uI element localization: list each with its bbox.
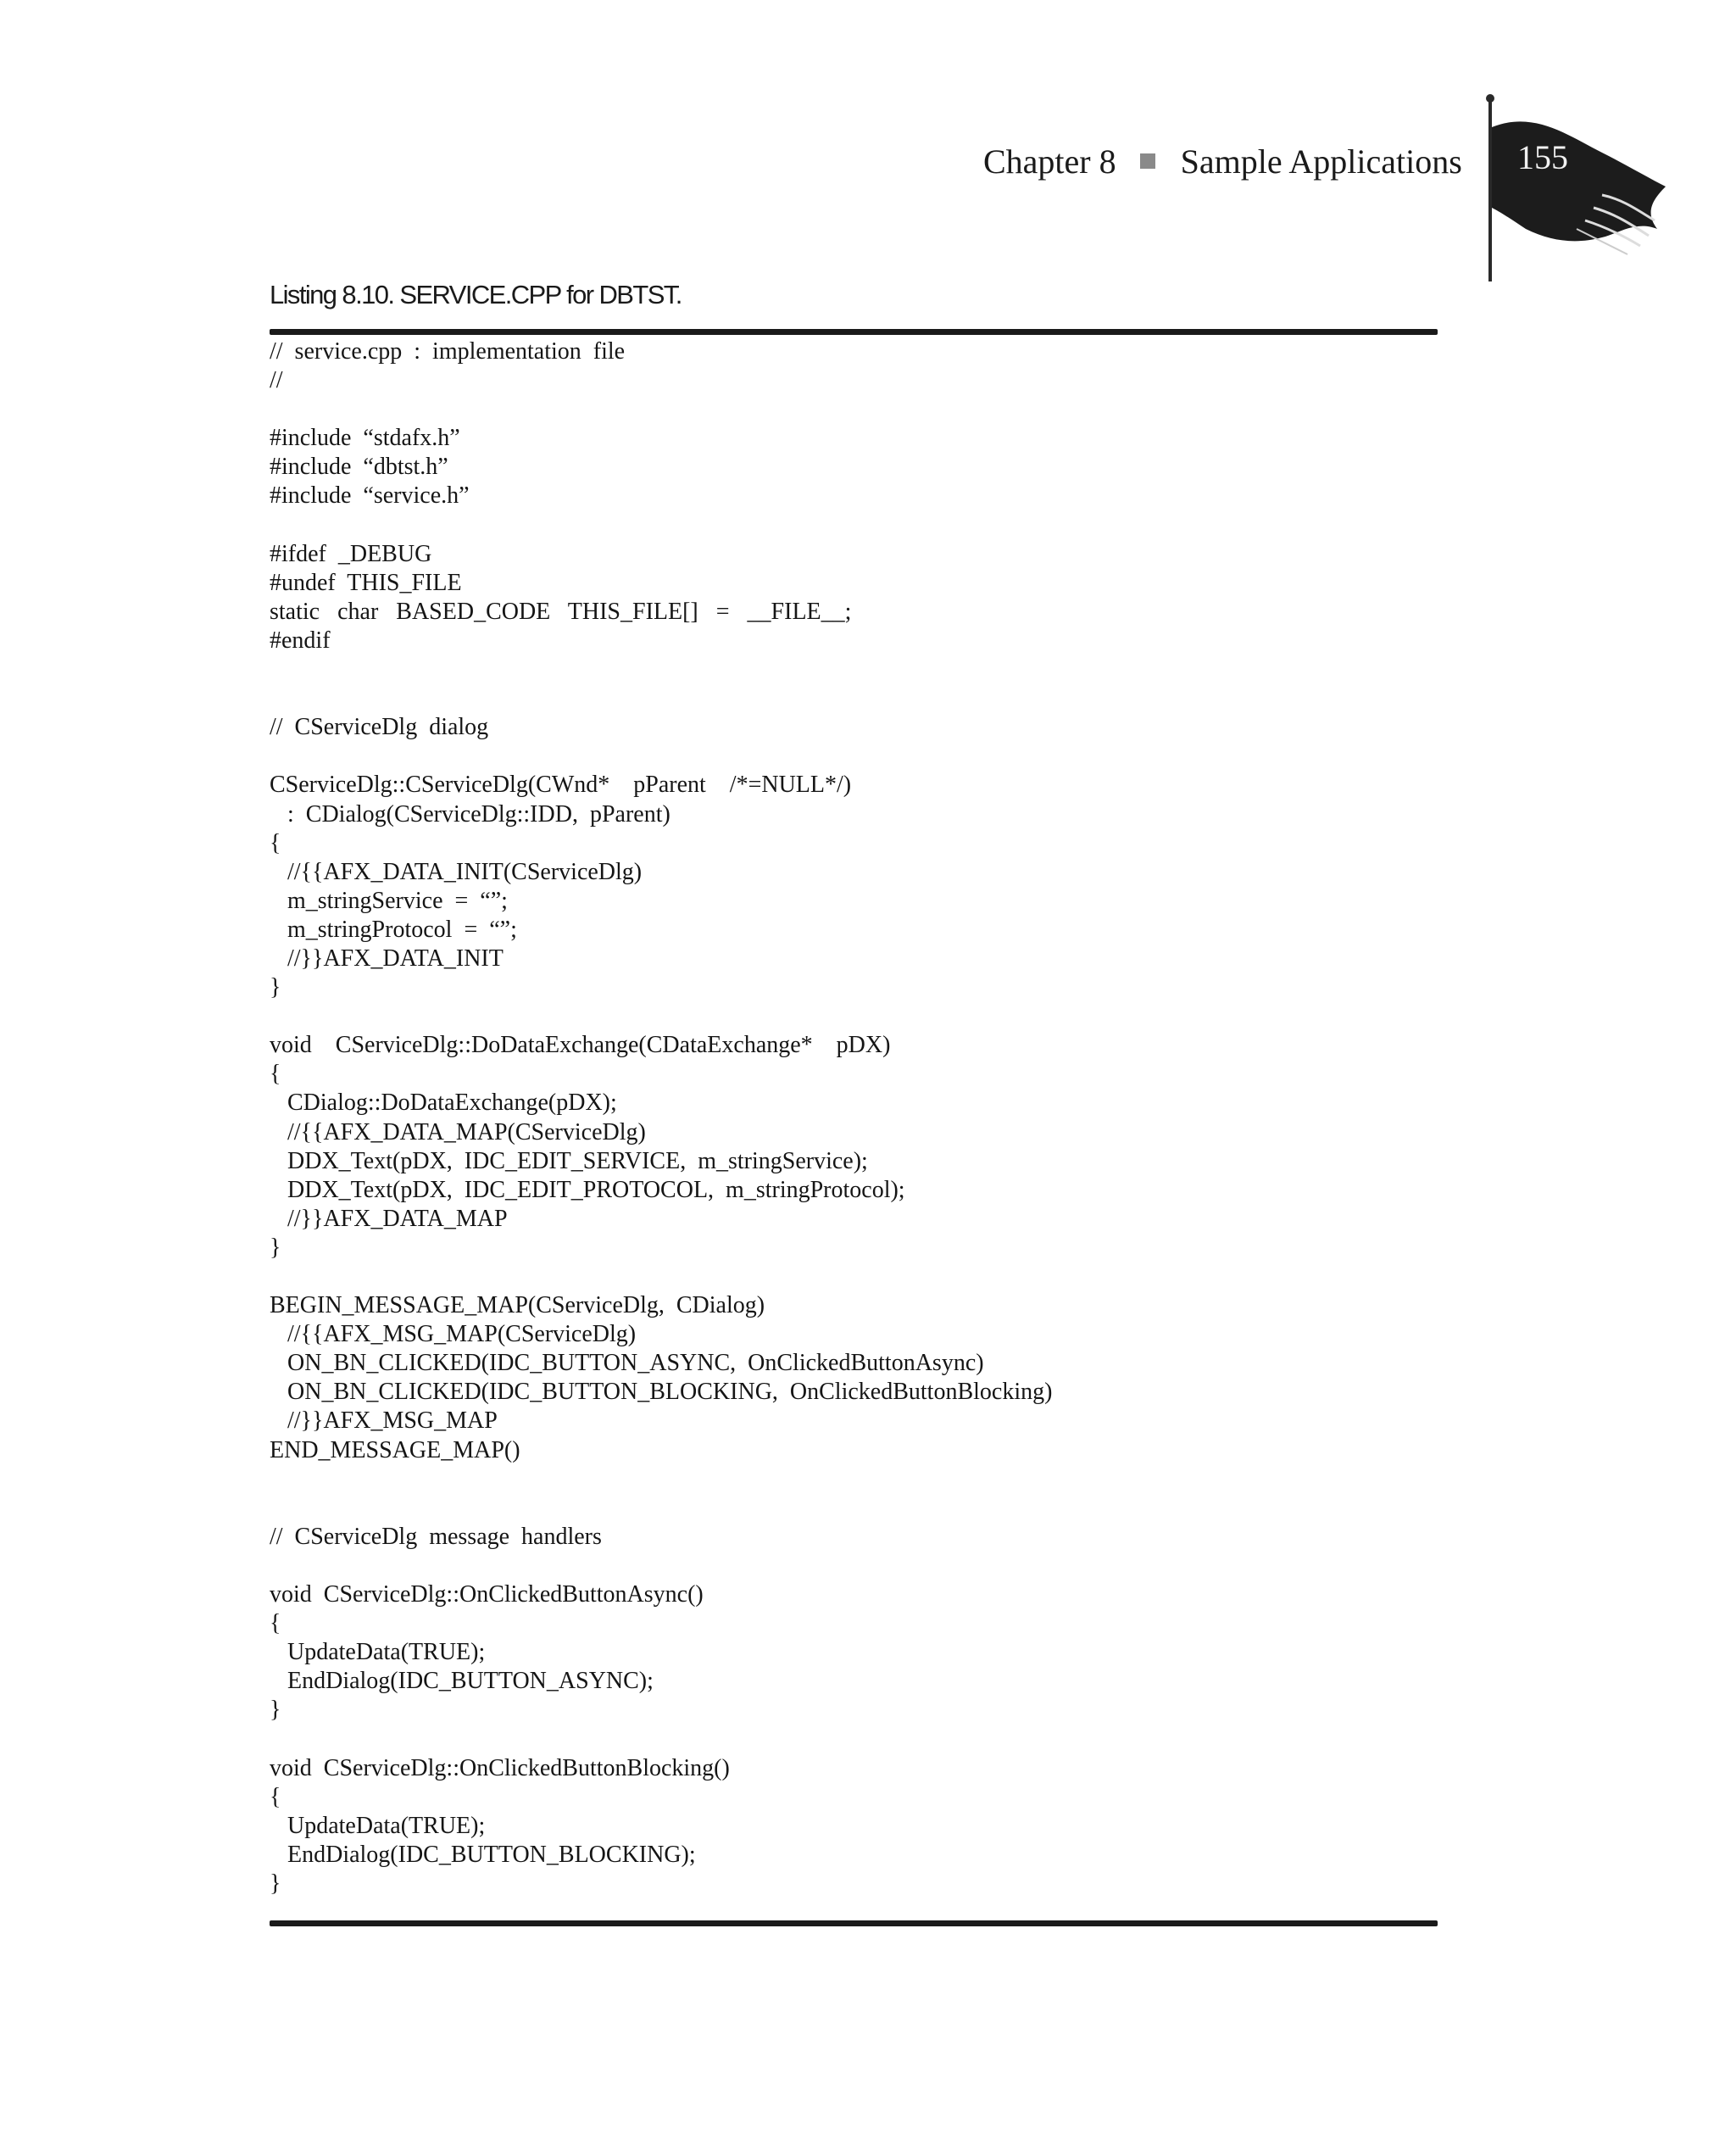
code-line (270, 1002, 1438, 1031)
code-line (270, 1494, 1438, 1523)
code-line: //}}AFX_DATA_MAP (270, 1205, 508, 1232)
code-line: EndDialog(IDC_BUTTON_BLOCKING); (270, 1841, 696, 1868)
code-line (270, 1725, 1438, 1754)
code-line: } (270, 974, 281, 1001)
code-line (270, 742, 1438, 771)
code-line: DDX_Text(pDX, IDC_EDIT_PROTOCOL, m_stringProtocol); (270, 1176, 905, 1203)
code-line: void CServiceDlg::OnClickedButtonBlocking() (270, 1754, 730, 1781)
code-line: //{{AFX_DATA_MAP(CServiceDlg) (270, 1118, 646, 1145)
code-line: // CServiceDlg message handlers (270, 1523, 602, 1550)
code-line: // CServiceDlg dialog (270, 714, 489, 741)
code-line: //}}AFX_MSG_MAP (270, 1407, 498, 1435)
code-line: { (270, 1061, 281, 1088)
chapter-label: Chapter 8 (983, 142, 1116, 181)
code-line (270, 395, 1438, 424)
listing-title: Listing 8.10. SERVICE.CPP for DBTST. (270, 280, 682, 309)
code-line: void CServiceDlg::DoDataExchange(CDataExchange* pDX) (270, 1032, 891, 1059)
code-line: #include “dbtst.h” (270, 454, 448, 481)
code-line (270, 684, 1438, 713)
top-rule (270, 329, 1438, 335)
code-line (270, 1552, 1438, 1580)
code-line: #undef THIS_FILE (270, 569, 462, 596)
code-line: #ifdef _DEBUG (270, 540, 432, 567)
code-line: CDialog::DoDataExchange(pDX); (270, 1090, 617, 1117)
code-line: ON_BN_CLICKED(IDC_BUTTON_ASYNC, OnClickedButtonAsync) (270, 1350, 984, 1377)
code-line: { (270, 829, 281, 856)
code-line: void CServiceDlg::OnClickedButtonAsync() (270, 1581, 704, 1608)
code-line: } (270, 1870, 281, 1897)
code-line: //}}AFX_DATA_INIT (270, 945, 504, 972)
code-line (270, 511, 1438, 540)
code-line: UpdateData(TRUE); (270, 1639, 486, 1666)
code-line: : CDialog(CServiceDlg::IDD, pParent) (270, 800, 670, 828)
code-line: static char BASED_CODE THIS_FILE[] = __FILE__; (270, 598, 852, 625)
code-line: } (270, 1234, 281, 1261)
page-number: 155 (1517, 138, 1568, 176)
waving-flag-icon (1475, 93, 1670, 288)
code-line: BEGIN_MESSAGE_MAP(CServiceDlg, CDialog) (270, 1292, 765, 1319)
square-separator-icon (1140, 153, 1155, 169)
code-line: m_stringService = “”; (270, 887, 508, 914)
section-label: Sample Applications (1180, 142, 1462, 181)
code-line: //{{AFX_DATA_INIT(CServiceDlg) (270, 858, 643, 885)
running-header (983, 136, 1462, 187)
code-line: DDX_Text(pDX, IDC_EDIT_SERVICE, m_stringService); (270, 1147, 868, 1174)
code-line: #include “stdafx.h” (270, 425, 460, 452)
code-line: UpdateData(TRUE); (270, 1812, 486, 1839)
code-line: m_stringProtocol = “”; (270, 916, 517, 943)
code-line: { (270, 1783, 281, 1810)
code-line (270, 655, 1438, 684)
code-line: ON_BN_CLICKED(IDC_BUTTON_BLOCKING, OnClickedButtonBlocking) (270, 1379, 1053, 1406)
code-line (270, 1262, 1438, 1291)
code-listing (270, 337, 1438, 1898)
code-line: #include “service.h” (270, 482, 470, 510)
code-line: } (270, 1697, 281, 1724)
code-line: CServiceDlg::CServiceDlg(CWnd* pParent /*=NULL*/) (270, 772, 852, 799)
bottom-rule (270, 1920, 1438, 1926)
code-line: EndDialog(IDC_BUTTON_ASYNC); (270, 1668, 654, 1695)
code-line: // (270, 367, 283, 394)
code-line: //{{AFX_MSG_MAP(CServiceDlg) (270, 1321, 637, 1348)
code-line (270, 1465, 1438, 1494)
code-line: END_MESSAGE_MAP() (270, 1436, 520, 1463)
code-line: // service.cpp : implementation file (270, 338, 626, 365)
code-line: { (270, 1610, 281, 1637)
code-line: #endif (270, 627, 331, 654)
